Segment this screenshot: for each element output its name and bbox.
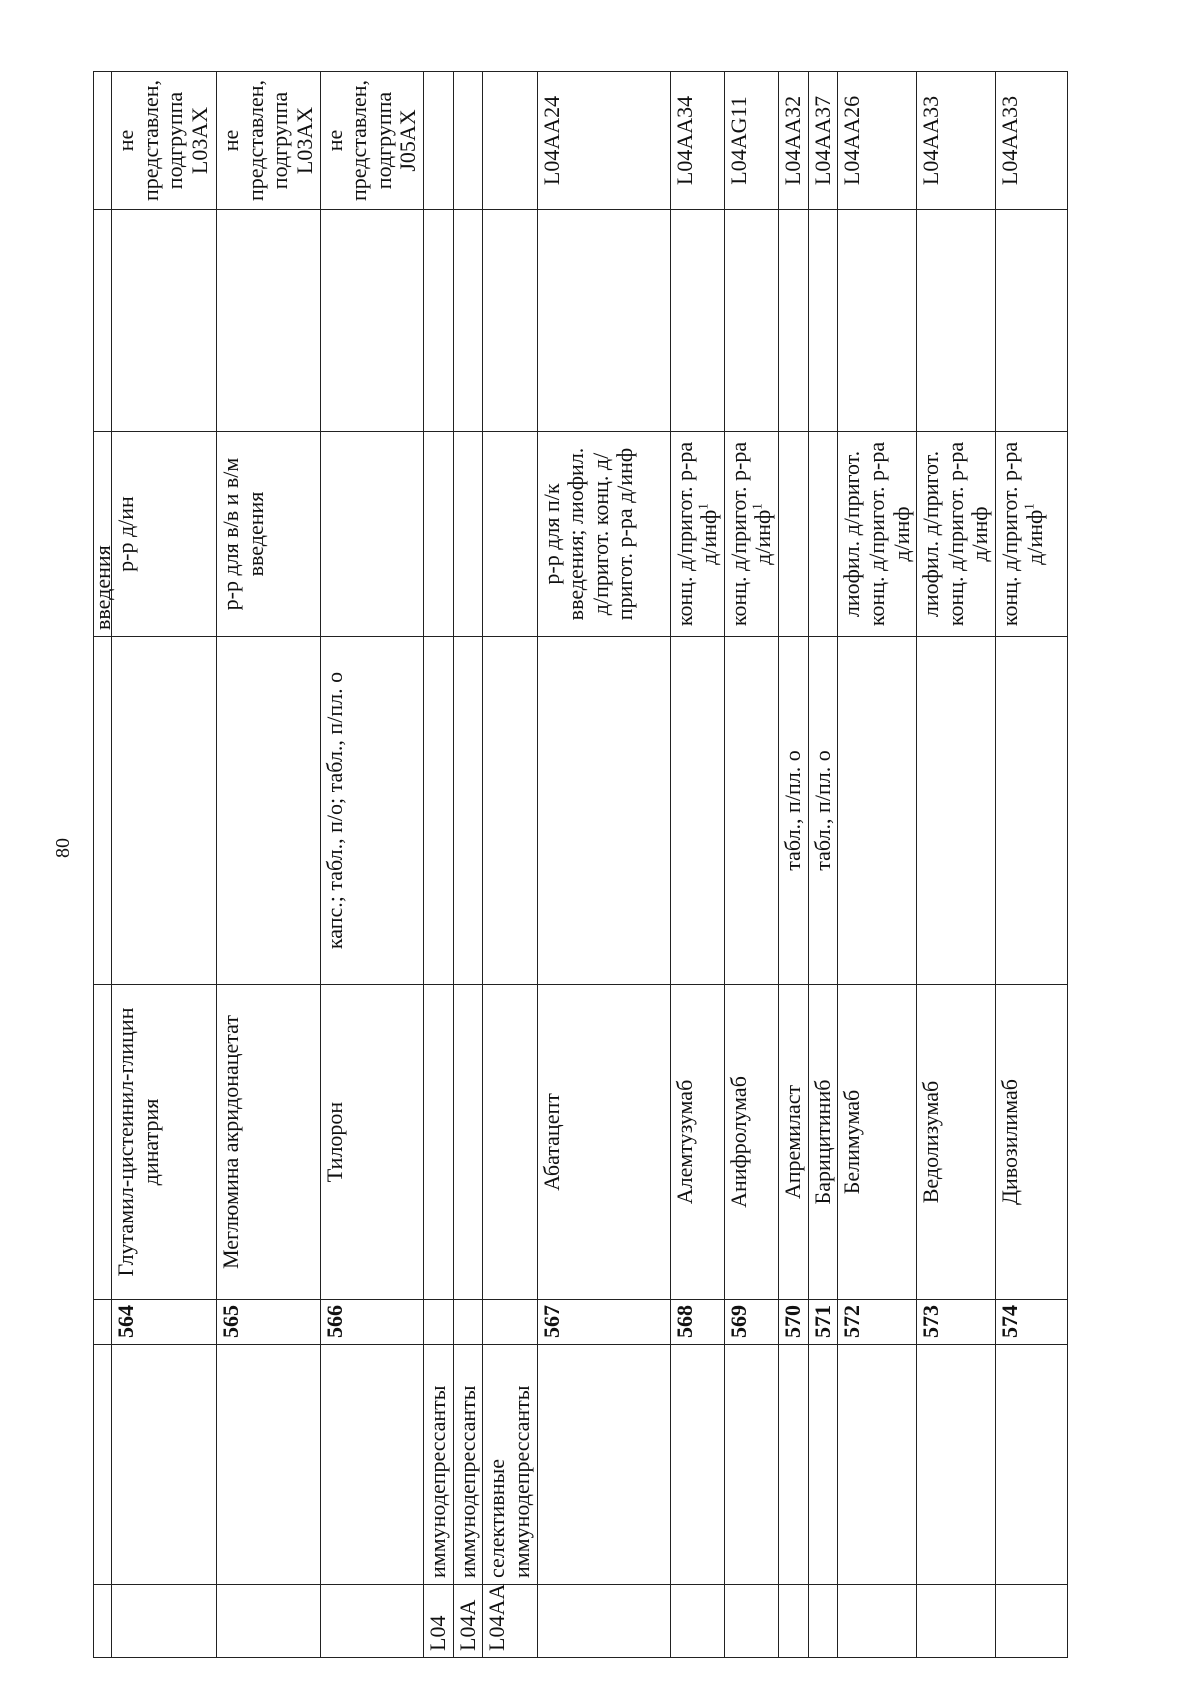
note-cell [483,210,537,432]
continued-row [94,72,112,1658]
row-number-cell [217,1300,321,1345]
note-cell [996,210,1068,432]
form-parenteral-cell-text: р-р д/ин [113,496,138,572]
atc-code-cell [320,1585,424,1658]
form-parenteral-cell-text: лиофил. д/пригот. конц. д/пригот. р-ра д/инф [918,441,993,627]
drug-name-cell [424,985,454,1300]
row-number-cell [320,1300,424,1345]
form-parenteral-cell [320,432,424,637]
drug-name-cell [779,985,809,1300]
atc-ref-cell-text: не представлен, подгруппа L03AX [218,80,317,201]
atc-ref-cell [424,72,454,210]
row-number-cell [453,1300,483,1345]
drug-name-cell [838,985,917,1300]
continued-text: введения [94,432,112,637]
form-parenteral-cell [917,432,996,637]
drug-name-cell-text: Глутамил-цистеинил-глицин динатрия [113,1007,163,1277]
table-row [424,72,454,1658]
form-parenteral-cell-text: р-р для в/в и в/м введения [218,457,268,611]
atc-code-cell-text: L04 [425,1615,450,1651]
atc-ref-cell [537,72,670,210]
row-number-cell [537,1300,670,1345]
group-cell [112,1345,217,1585]
atc-code-cell [217,1585,321,1658]
form-oral-cell-text: капс.; табл., п/о; табл., п/пл. о [321,671,347,950]
group-cell [320,1345,424,1585]
table-body [90,72,1068,1658]
atc-code-cell [670,1585,724,1658]
group-cell [670,1345,724,1585]
drug-name-cell-text: Дивозилимаб [997,1079,1022,1205]
atc-code-cell [112,1585,217,1658]
form-parenteral-cell [670,432,724,637]
drug-table [90,71,1068,1658]
note-cell [217,210,321,432]
table-row [996,72,1068,1658]
atc-ref-cell [112,72,217,210]
atc-ref-cell [483,72,537,210]
atc-code-cell [537,1585,670,1658]
page-number: 80 [52,838,74,858]
group-cell-text: иммунодепрессанты [425,1385,450,1578]
drug-name-cell-text: Меглюмина акридонацетат [218,1015,243,1269]
atc-ref-cell [917,72,996,210]
form-parenteral-cell-text: конц. д/пригот. р-ра д/инф [671,441,722,627]
row-number-cell [424,1300,454,1345]
table-row [217,72,321,1658]
group-cell [724,1345,778,1585]
table-row [917,72,996,1658]
form-oral-cell [838,637,917,985]
drug-name-cell [724,985,778,1300]
form-parenteral-cell [453,432,483,637]
table-row [453,72,483,1658]
table-row [838,72,917,1658]
drug-name-cell [320,985,424,1300]
note-cell [453,210,483,432]
atc-ref-cell-text: L04AA33 [918,95,944,186]
row-number-cell [483,1300,537,1345]
atc-ref-cell [320,72,424,210]
row-number-cell-text: 565 [218,1305,243,1338]
note-cell [112,210,217,432]
form-oral-cell [724,637,778,985]
atc-ref-cell [453,72,483,210]
drug-name-cell-text: Абатацепт [538,1093,564,1191]
group-cell [838,1345,917,1585]
atc-code-cell-text: L04A [454,1599,480,1651]
group-cell [217,1345,321,1585]
note-cell [838,210,917,432]
row-number-cell [724,1300,778,1345]
form-oral-cell [779,637,809,985]
row-number-cell-text: 570 [780,1305,805,1338]
atc-ref-cell [670,72,724,210]
atc-ref-cell-text: L04AA32 [780,95,805,186]
group-cell [453,1345,483,1585]
form-parenteral-cell [838,432,917,637]
drug-name-cell [453,985,483,1300]
footnote-marker: 1 [750,503,766,510]
form-oral-cell [424,637,454,985]
drug-name-cell-text: Анифролумаб [725,1076,751,1208]
row-number-cell [838,1300,917,1345]
form-parenteral-cell [424,432,454,637]
form-oral-cell [917,637,996,985]
drug-name-cell [537,985,670,1300]
row-number-cell-text: 572 [839,1305,865,1338]
drug-name-cell-text: Барицитиниб [809,1079,835,1205]
form-parenteral-cell-text: р-р для п/к введения; лиофил. д/пригот. конц. д/пригот. р-ра д/инф [538,447,638,621]
drug-name-cell-text: Алемтузумаб [671,1079,697,1205]
drug-name-cell [917,985,996,1300]
atc-code-cell [917,1585,996,1658]
table-row [112,72,217,1658]
form-parenteral-cell-text: конц. д/пригот. р-ра д/инф [725,441,776,627]
table-row [320,72,424,1658]
table-row [779,72,809,1658]
form-oral-cell [537,637,670,985]
atc-code-cell [724,1585,778,1658]
table-row [670,72,724,1658]
form-parenteral-cell [996,432,1068,637]
row-number-cell-text: 569 [725,1305,751,1338]
row-number-cell [779,1300,809,1345]
form-oral-cell [320,637,424,985]
footnote-marker: 1 [1021,503,1037,510]
row-number-cell-text: 574 [997,1305,1022,1338]
drug-name-cell [670,985,724,1300]
table-row [808,72,838,1658]
row-number-cell [996,1300,1068,1345]
form-parenteral-cell [537,432,670,637]
atc-code-cell [779,1585,809,1658]
drug-name-cell-text: Ведолизумаб [918,1080,944,1204]
form-parenteral-cell [779,432,809,637]
group-cell [996,1345,1068,1585]
row-number-cell [917,1300,996,1345]
form-parenteral-cell [217,432,321,637]
form-oral-cell [670,637,724,985]
atc-ref-cell-text: L04AA37 [809,95,835,186]
form-parenteral-cell [112,432,217,637]
drug-name-cell [808,985,838,1300]
drug-name-cell-text: Белимумаб [839,1089,865,1195]
form-oral-cell [112,637,217,985]
note-cell [917,210,996,432]
atc-code-cell [996,1585,1068,1658]
form-oral-cell-text: табл., п/пл. о [780,750,805,871]
group-cell [917,1345,996,1585]
group-cell [537,1345,670,1585]
form-oral-cell [453,637,483,985]
atc-ref-cell [838,72,917,210]
atc-ref-cell-text: L04AA33 [997,95,1022,186]
form-parenteral-cell-text: конц. д/пригот. р-ра д/инф [997,441,1047,627]
group-cell [808,1345,838,1585]
drug-name-cell [217,985,321,1300]
row-number-cell-text: 566 [321,1305,347,1338]
group-cell-text: селективные иммунодепрессанты [484,1385,534,1578]
atc-code-cell-text: L04AA [484,1583,510,1651]
row-number-cell-text: 564 [113,1305,138,1338]
atc-code-cell [808,1585,838,1658]
atc-ref-cell [808,72,838,210]
drug-name-cell-text: Апремиласт [780,1084,805,1200]
form-parenteral-cell [808,432,838,637]
table-row [724,72,778,1658]
note-cell [670,210,724,432]
drug-name-cell [112,985,217,1300]
group-cell [424,1345,454,1585]
form-parenteral-cell-text: лиофил. д/пригот. конц. д/пригот. р-ра д/инф [839,441,914,627]
row-number-cell [112,1300,217,1345]
atc-ref-cell-text: L04AA26 [839,95,865,186]
atc-ref-cell-text: не представлен, подгруппа J05AX [321,80,421,201]
form-oral-cell-text: табл., п/пл. о [809,750,835,871]
row-number-cell [670,1300,724,1345]
table-row [537,72,670,1658]
atc-ref-cell-text: L04AA24 [538,95,564,186]
note-cell [537,210,670,432]
table-viewport [90,72,1199,1658]
atc-ref-cell [217,72,321,210]
group-cell [483,1345,537,1585]
atc-ref-cell [779,72,809,210]
note-cell [724,210,778,432]
atc-ref-cell-text: не представлен, подгруппа L03AX [113,80,212,201]
row-number-cell-text: 573 [918,1305,944,1338]
form-parenteral-cell [724,432,778,637]
form-parenteral-cell [483,432,537,637]
form-oral-cell [217,637,321,985]
drug-name-cell [996,985,1068,1300]
table-row [483,72,537,1658]
drug-name-cell-text: Тилорон [321,1101,347,1183]
drug-name-cell [483,985,537,1300]
note-cell [808,210,838,432]
note-cell [320,210,424,432]
group-cell-text: иммунодепрессанты [454,1385,480,1578]
row-number-cell-text: 568 [671,1305,697,1338]
form-oral-cell [483,637,537,985]
atc-ref-cell [996,72,1068,210]
atc-code-cell [424,1585,454,1658]
atc-code-cell [483,1585,537,1658]
row-number-cell-text: 571 [809,1305,835,1338]
row-number-cell-text: 567 [538,1305,564,1338]
form-oral-cell [996,637,1068,985]
note-cell [424,210,454,432]
atc-ref-cell-text: L04AA34 [671,95,697,186]
row-number-cell [808,1300,838,1345]
group-cell [779,1345,809,1585]
form-oral-cell [808,637,838,985]
atc-code-cell [453,1585,483,1658]
note-cell [779,210,809,432]
rotated-table-frame [90,72,1199,1658]
atc-ref-cell [724,72,778,210]
atc-code-cell [838,1585,917,1658]
atc-ref-cell-text: L04AG11 [725,96,751,185]
footnote-marker: 1 [695,503,711,510]
